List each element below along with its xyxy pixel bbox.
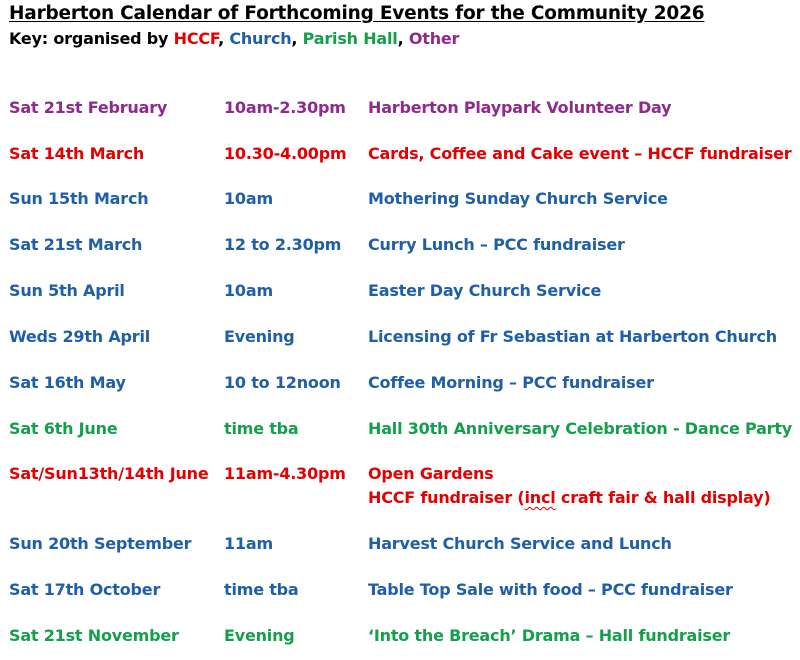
event-date: Sun 5th April xyxy=(9,281,125,300)
event-title: Easter Day Church Service xyxy=(368,281,602,300)
event-title-multiline xyxy=(368,464,770,507)
event-time: 11am xyxy=(224,534,273,553)
event-line2-post: craft fair & hall display) xyxy=(555,488,771,507)
key-church: Church xyxy=(229,29,292,48)
event-title: Open Gardens xyxy=(368,464,494,483)
event-title: Cards, Coffee and Cake event – HCCF fundraiser xyxy=(368,144,792,163)
key-sep: , xyxy=(397,29,409,48)
event-date: Sat 17th October xyxy=(9,580,161,599)
key-prefix: Key: organised by xyxy=(9,29,174,48)
event-date: Sun 20th September xyxy=(9,534,192,553)
event-title: Hall 30th Anniversary Celebration - Dance Party xyxy=(368,419,793,438)
event-date: Sat 16th May xyxy=(9,373,126,392)
event-title: Harvest Church Service and Lunch xyxy=(368,534,672,553)
event-time: 11am-4.30pm xyxy=(224,464,346,483)
event-title: Coffee Morning – PCC fundraiser xyxy=(368,373,654,392)
page-title: Harberton Calendar of Forthcoming Events for the Community 2026 xyxy=(9,3,705,24)
event-title: Table Top Sale with food – PCC fundraiser xyxy=(368,580,733,599)
event-time: 10am xyxy=(224,281,273,300)
key-sep: , xyxy=(291,29,303,48)
event-time: Evening xyxy=(224,626,295,645)
event-time: 10am xyxy=(224,189,273,208)
event-time: 10.30-4.00pm xyxy=(224,144,347,163)
event-date: Sat 21st November xyxy=(9,626,179,645)
event-date: Sat 21st February xyxy=(9,98,168,117)
event-title: Mothering Sunday Church Service xyxy=(368,189,668,208)
event-time: 10am-2.30pm xyxy=(224,98,346,117)
key-sep: , xyxy=(218,29,230,48)
colour-key xyxy=(9,29,459,48)
spellcheck-flagged-word: incl xyxy=(524,488,556,507)
event-time: 10 to 12noon xyxy=(224,373,341,392)
event-title-line2 xyxy=(368,488,770,507)
event-time: time tba xyxy=(224,580,299,599)
event-date: Sat/Sun13th/14th June xyxy=(9,464,209,483)
event-date: Sat 14th March xyxy=(9,144,145,163)
event-date: Sun 15th March xyxy=(9,189,149,208)
event-time: time tba xyxy=(224,419,299,438)
key-hccf: HCCF xyxy=(173,29,219,48)
event-line2-pre: HCCF fundraiser ( xyxy=(368,488,525,507)
event-title: ‘Into the Breach’ Drama – Hall fundraiser xyxy=(368,626,731,645)
event-title: Licensing of Fr Sebastian at Harberton Church xyxy=(368,327,777,346)
key-other: Other xyxy=(408,29,460,48)
event-date: Weds 29th April xyxy=(9,327,151,346)
key-parish-hall: Parish Hall xyxy=(302,29,398,48)
event-time: 12 to 2.30pm xyxy=(224,235,342,254)
event-title: Harberton Playpark Volunteer Day xyxy=(368,98,672,117)
event-date: Sat 21st March xyxy=(9,235,143,254)
event-title: Curry Lunch – PCC fundraiser xyxy=(368,235,625,254)
event-date: Sat 6th June xyxy=(9,419,118,438)
event-time: Evening xyxy=(224,327,295,346)
